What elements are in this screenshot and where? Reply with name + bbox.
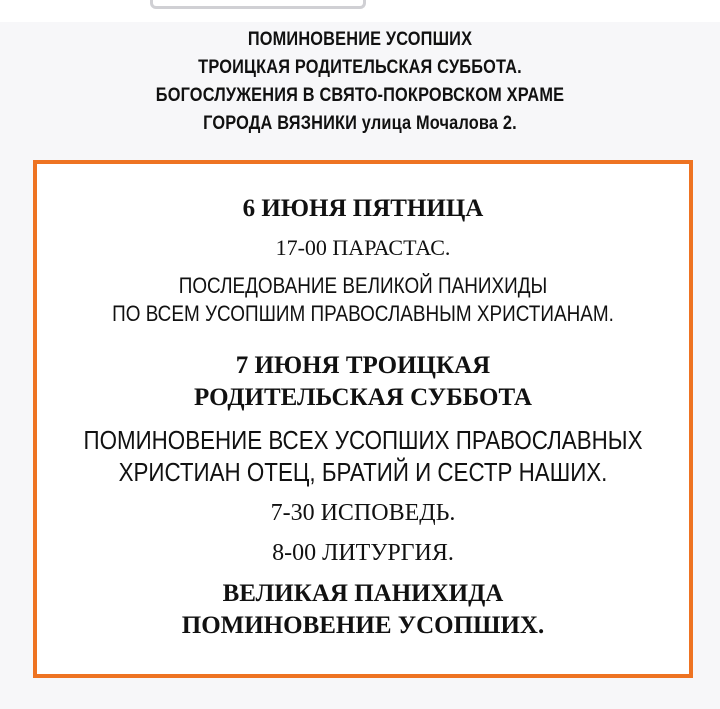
header-street: улица Мочалова 2. — [357, 113, 517, 134]
schedule-frame — [33, 160, 693, 678]
confession-time: 7-30 ИСПОВЕДЬ. — [270, 500, 456, 526]
liturgy-time: 8-00 ЛИТУРГИЯ. — [272, 540, 454, 566]
saturday-description — [37, 424, 689, 488]
panikhida-line-1: ВЕЛИКАЯ ПАНИХИДА — [222, 580, 504, 607]
saturday-date-line-2: РОДИТЕЛЬСКАЯ СУББОТА — [194, 384, 532, 411]
saturday-date-line-1: 7 ИЮНЯ ТРОИЦКАЯ — [235, 352, 491, 379]
saturday-desc-line-1: ПОМИНОВЕНИЕ ВСЕХ УСОПШИХ ПРАВОСЛАВНЫХ — [83, 425, 643, 455]
saturday-desc-line-2: ХРИСТИАН ОТЕЦ, БРАТИЙ И СЕСТР НАШИХ. — [118, 457, 608, 487]
page-header — [50, 26, 669, 138]
header-line-3: БОГОСЛУЖЕНИЯ В СВЯТО-ПОКРОВСКОМ ХРАМЕ — [155, 85, 565, 106]
header-line-1: ПОМИНОВЕНИЕ УСОПШИХ — [247, 29, 473, 50]
top-strip — [0, 0, 720, 22]
friday-service-time: 17-00 ПАРАСТАС. — [275, 235, 451, 260]
friday-desc-line-1: ПОСЛЕДОВАНИЕ ВЕЛИКОЙ ПАНИХИДЫ — [178, 273, 548, 298]
header-line-4 — [50, 110, 669, 138]
cropped-heading-fragment — [150, 0, 366, 9]
panikhida-line-2: ПОМИНОВЕНИЕ УСОПШИХ. — [181, 612, 545, 639]
header-city: ГОРОДА ВЯЗНИКИ — [203, 113, 358, 134]
friday-desc-line-2: ПО ВСЕМ УСОПШИМ ПРАВОСЛАВНЫМ ХРИСТИАНАМ. — [112, 301, 614, 326]
header-line-2: ТРОИЦКАЯ РОДИТЕЛЬСКАЯ СУББОТА. — [198, 57, 522, 78]
friday-description — [37, 272, 689, 328]
friday-date: 6 ИЮНЯ ПЯТНИЦА — [242, 195, 484, 222]
